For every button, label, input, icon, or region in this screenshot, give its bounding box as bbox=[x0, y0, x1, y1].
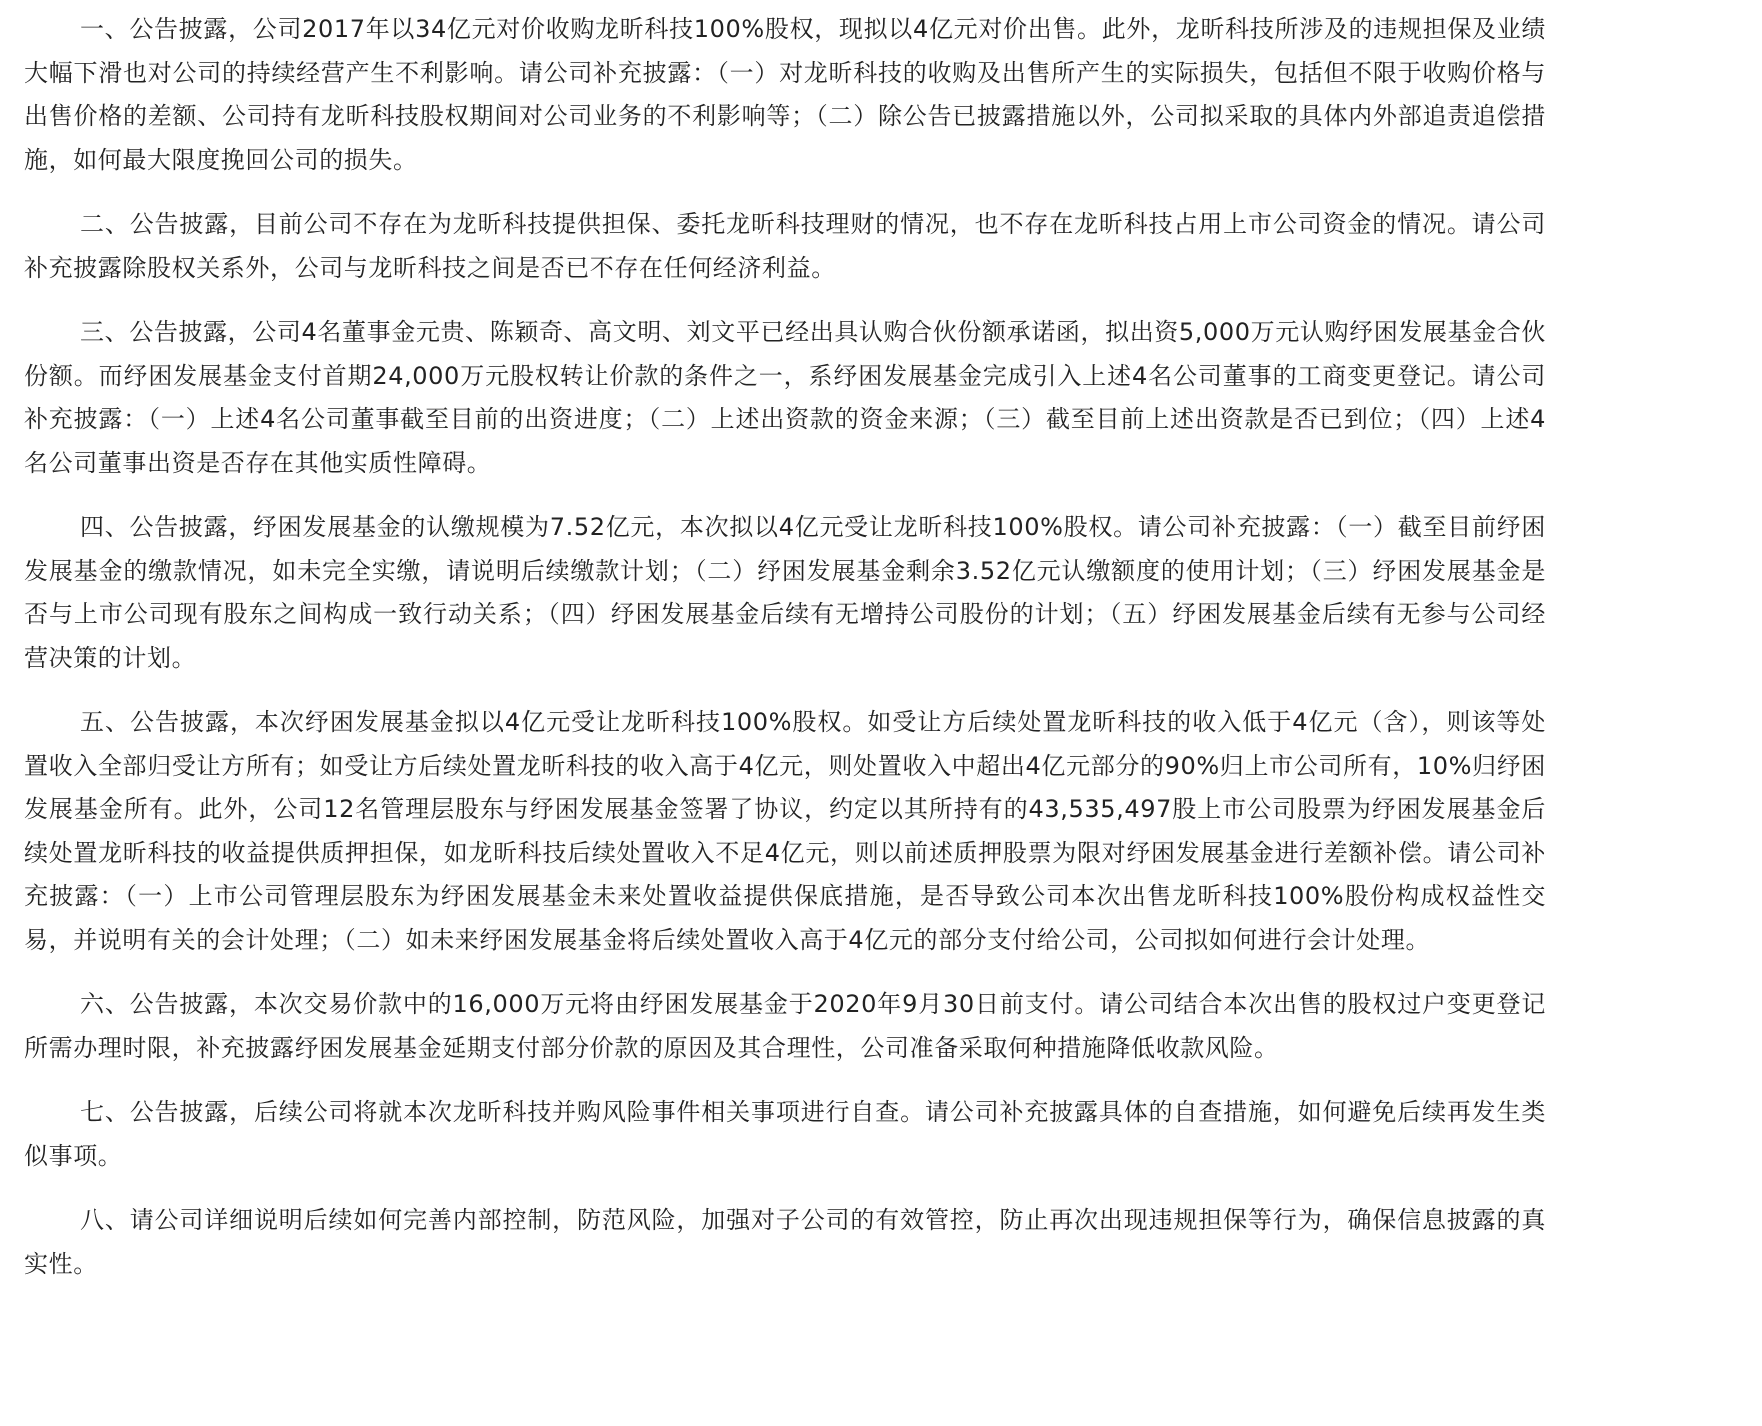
paragraph-2: 二、公告披露，目前公司不存在为龙昕科技提供担保、委托龙昕科技理财的情况，也不存在龙昕科技占用上市公司资金的情况。请公司补充披露除股权关系外，公司与龙昕科技之间是否已不存在任何经济利益。 bbox=[24, 210, 1546, 282]
paragraph-7: 七、公告披露，后续公司将就本次龙昕科技并购风险事件相关事项进行自查。请公司补充披露具体的自查措施，如何避免后续再发生类似事项。 bbox=[24, 1098, 1546, 1170]
paragraph-5: 五、公告披露，本次纾困发展基金拟以4亿元受让龙昕科技100%股权。如受让方后续处置龙昕科技的收入低于4亿元（含），则该等处置收入全部归受让方所有；如受让方后续处置龙昕科技的收入高于4亿元，则处置收入中超出4亿元部分的90%归上市公司所有，10%归纾困发展基金所有。此外，公司12名管理层股东与纾困发展基金签署了协议，约定以其所持有的43,535,497股上市公司股票为纾困发展基金后续处置龙昕科技的收益提供质押担保，如龙昕科技后续处置收入不足4亿元，则以前述质押股票为限对纾困发展基金进行差额补偿。请公司补充披露：（一）上市公司管理层股东为纾困发展基金未来处置收益提供保底措施，是否导致公司本次出售龙昕科技100%股份构成权益性交易，并说明有关的会计处理；（二）如未来纾困发展基金将后续处置收入高于4亿元的部分支付给公司，公司拟如何进行会计处理。 bbox=[24, 708, 1546, 954]
paragraph-6: 六、公告披露，本次交易价款中的16,000万元将由纾困发展基金于2020年9月30日前支付。请公司结合本次出售的股权过户变更登记所需办理时限，补充披露纾困发展基金延期支付部分价款的原因及其合理性，公司准备采取何种措施降低收款风险。 bbox=[24, 990, 1546, 1062]
document-body bbox=[24, 8, 1546, 1307]
paragraph-1: 一、公告披露，公司2017年以34亿元对价收购龙昕科技100%股权，现拟以4亿元对价出售。此外，龙昕科技所涉及的违规担保及业绩大幅下滑也对公司的持续经营产生不利影响。请公司补充披露：（一）对龙昕科技的收购及出售所产生的实际损失，包括但不限于收购价格与出售价格的差额、公司持有龙昕科技股权期间对公司业务的不利影响等；（二）除公告已披露措施以外，公司拟采取的具体内外部追责追偿措施，如何最大限度挽回公司的损失。 bbox=[24, 15, 1546, 174]
paragraph-4: 四、公告披露，纾困发展基金的认缴规模为7.52亿元，本次拟以4亿元受让龙昕科技100%股权。请公司补充披露：（一）截至目前纾困发展基金的缴款情况，如未完全实缴，请说明后续缴款计划；（二）纾困发展基金剩余3.52亿元认缴额度的使用计划；（三）纾困发展基金是否与上市公司现有股东之间构成一致行动关系；（四）纾困发展基金后续有无增持公司股份的计划；（五）纾困发展基金后续有无参与公司经营决策的计划。 bbox=[24, 513, 1546, 672]
paragraph-8: 八、请公司详细说明后续如何完善内部控制，防范风险，加强对子公司的有效管控，防止再次出现违规担保等行为，确保信息披露的真实性。 bbox=[24, 1206, 1546, 1278]
paragraph-3: 三、公告披露，公司4名董事金元贵、陈颖奇、高文明、刘文平已经出具认购合伙份额承诺函，拟出资5,000万元认购纾困发展基金合伙份额。而纾困发展基金支付首期24,000万元股权转让价款的条件之一，系纾困发展基金完成引入上述4名公司董事的工商变更登记。请公司补充披露：（一）上述4名公司董事截至目前的出资进度；（二）上述出资款的资金来源；（三）截至目前上述出资款是否已到位；（四）上述4名公司董事出资是否存在其他实质性障碍。 bbox=[24, 318, 1546, 477]
